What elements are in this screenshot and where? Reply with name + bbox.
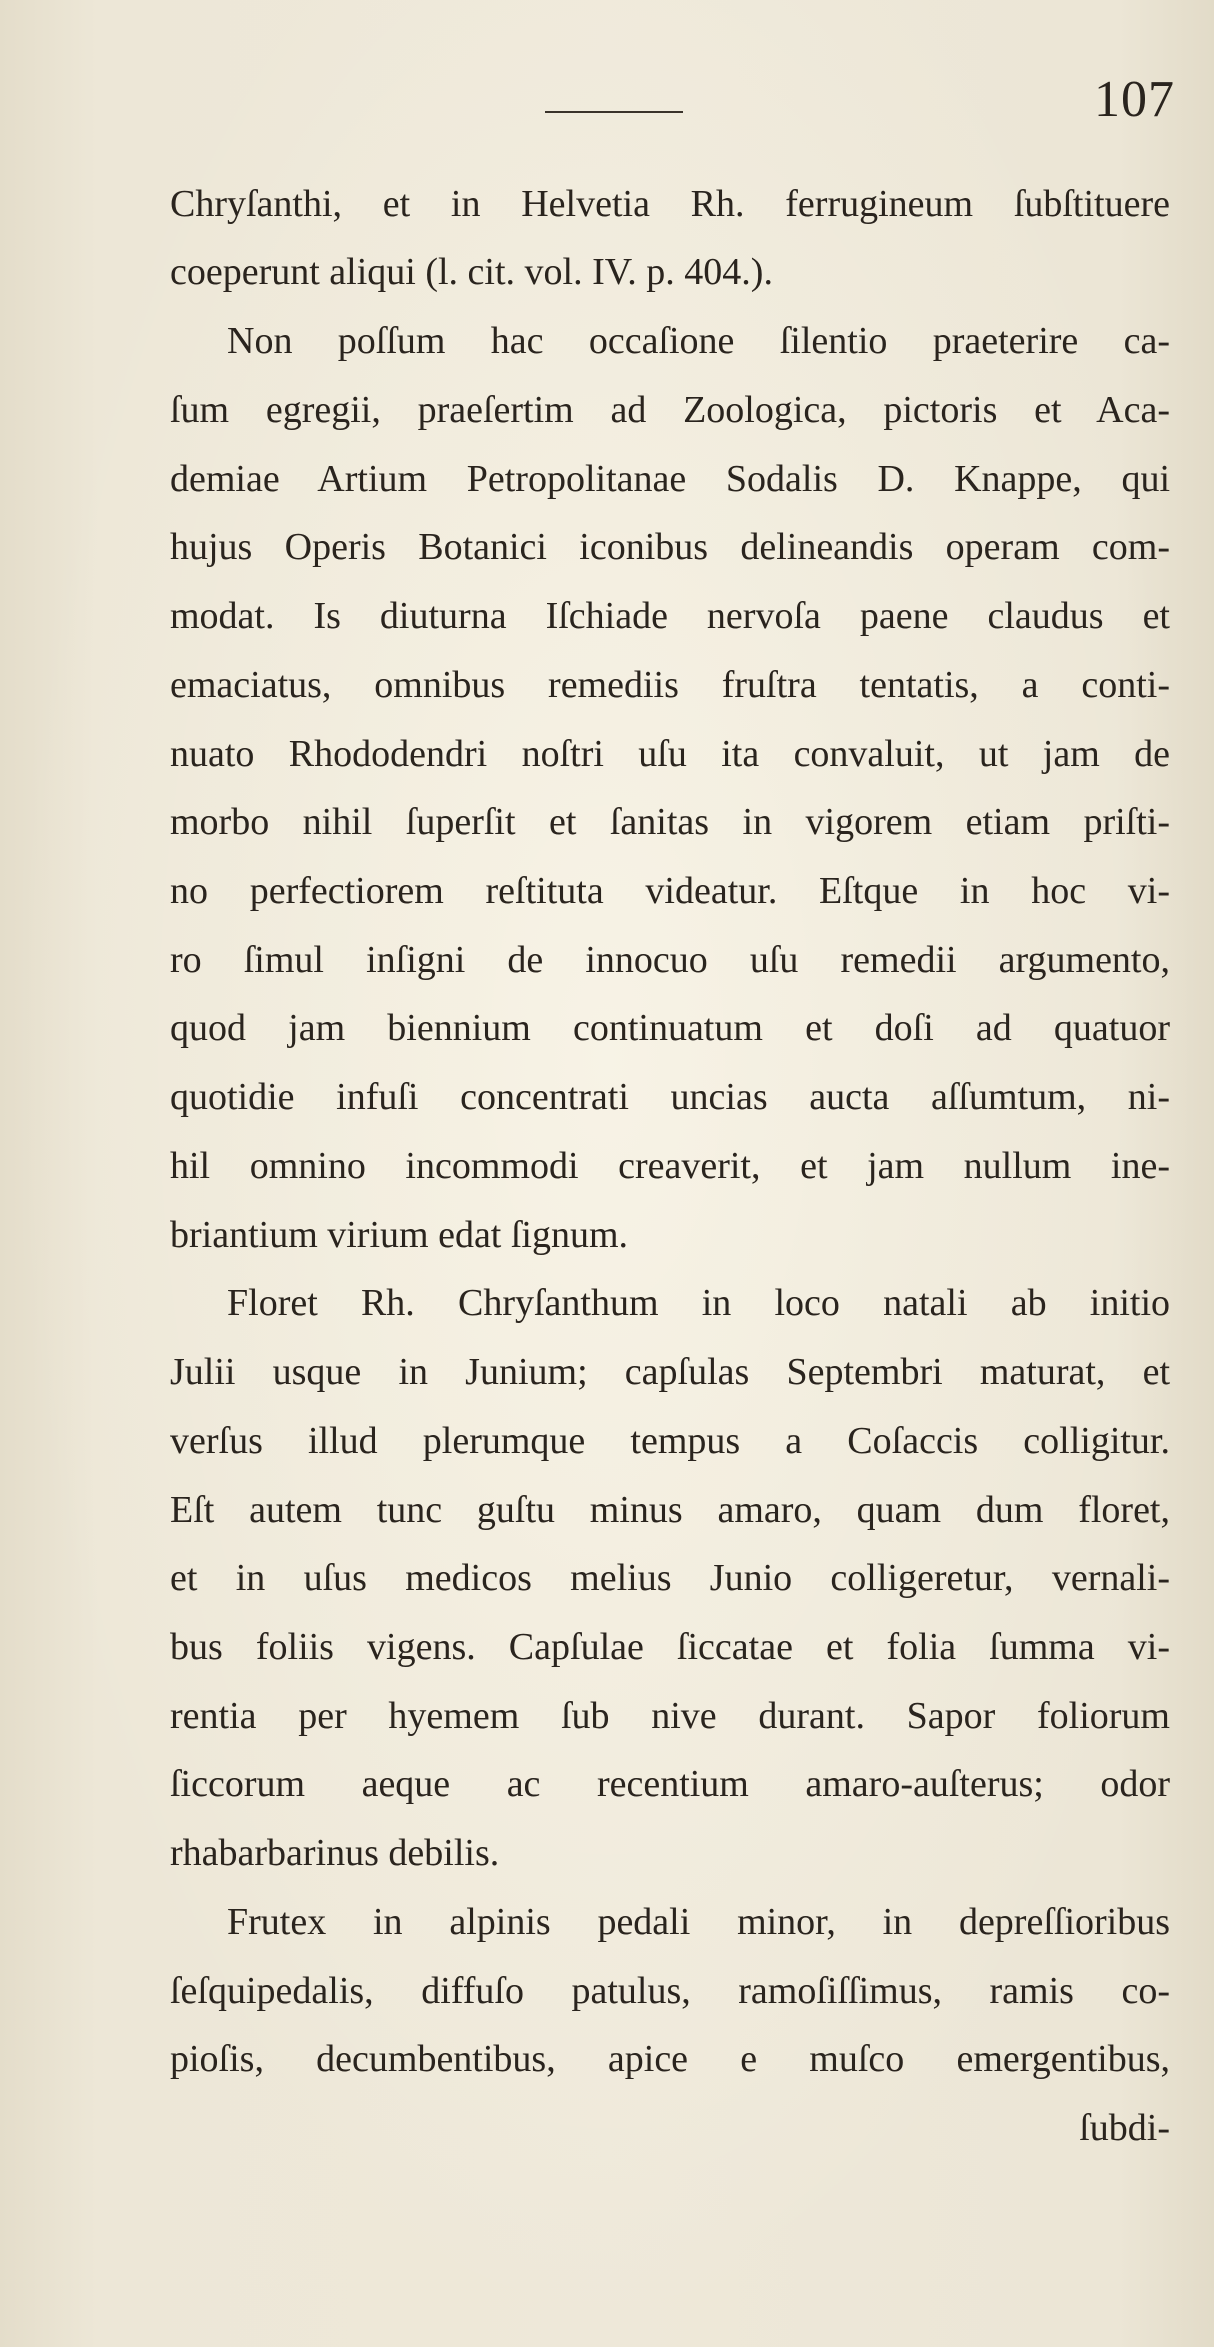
text-line: emaciatus, omnibus remediis fruſtra tentatis, a conti- xyxy=(170,664,1170,706)
text-line: no perfectiorem reſtituta videatur. Eſtque in hoc vi- xyxy=(170,870,1170,912)
catchword: ſubdi- xyxy=(1079,2107,1170,2149)
text-line: Eſt autem tunc guſtu minus amaro, quam dum floret, xyxy=(170,1489,1170,1531)
text-line: briantium virium edat ſignum. xyxy=(170,1214,629,1256)
text-line: rentia per hyemem ſub nive durant. Sapor foliorum xyxy=(170,1695,1170,1737)
text-line: Floret Rh. Chryſanthum in loco natali ab initio xyxy=(227,1282,1170,1324)
text-line: et in uſus medicos melius Junio colligeretur, vernali- xyxy=(170,1557,1170,1599)
text-line: morbo nihil ſuperſit et ſanitas in vigorem etiam priſti- xyxy=(170,801,1170,843)
text-line: ſiccorum aeque ac recentium amaro-auſterus; odor xyxy=(170,1763,1170,1805)
text-line: quod jam biennium continuatum et doſi ad quatuor xyxy=(170,1007,1170,1049)
text-line: Frutex in alpinis pedali minor, in depreſſioribus xyxy=(227,1901,1170,1943)
page-number: 107 xyxy=(1094,71,1175,128)
text-line: verſus illud plerumque tempus a Coſaccis colligitur. xyxy=(170,1420,1170,1462)
text-line: demiae Artium Petropolitanae Sodalis D. Knappe, qui xyxy=(170,458,1170,500)
text-line: nuato Rhododendri noſtri uſu ita convaluit, ut jam de xyxy=(170,733,1170,775)
text-line: modat. Is diuturna Iſchiade nervoſa paene claudus et xyxy=(170,595,1170,637)
text-line: Chryſanthi, et in Helvetia Rh. ferrugineum ſubſtituere xyxy=(170,183,1170,225)
text-line: pioſis, decumbentibus, apice e muſco emergentibus, xyxy=(170,2038,1170,2080)
text-line: bus foliis vigens. Capſulae ſiccatae et folia ſumma vi- xyxy=(170,1626,1170,1668)
text-line: Julii usque in Junium; capſulas Septembri maturat, et xyxy=(170,1351,1170,1393)
text-line: hujus Operis Botanici iconibus delineandis operam com- xyxy=(170,526,1170,568)
text-line: coeperunt aliqui (l. cit. vol. IV. p. 404.). xyxy=(170,251,773,293)
text-line: ro ſimul inſigni de innocuo uſu remedii argumento, xyxy=(170,939,1170,981)
text-line: ſeſquipedalis, diffuſo patulus, ramoſiſſimus, ramis co- xyxy=(170,1970,1170,2012)
text-line: Non poſſum hac occaſione ſilentio praeterire ca- xyxy=(227,320,1170,362)
text-line: quotidie infuſi concentrati uncias aucta aſſumtum, ni- xyxy=(170,1076,1170,1118)
header-rule xyxy=(545,111,683,113)
text-line: ſum egregii, praeſertim ad Zoologica, pictoris et Aca- xyxy=(170,389,1170,431)
text-line: rhabarbarinus debilis. xyxy=(170,1832,500,1874)
text-line: hil omnino incommodi creaverit, et jam nullum ine- xyxy=(170,1145,1170,1187)
